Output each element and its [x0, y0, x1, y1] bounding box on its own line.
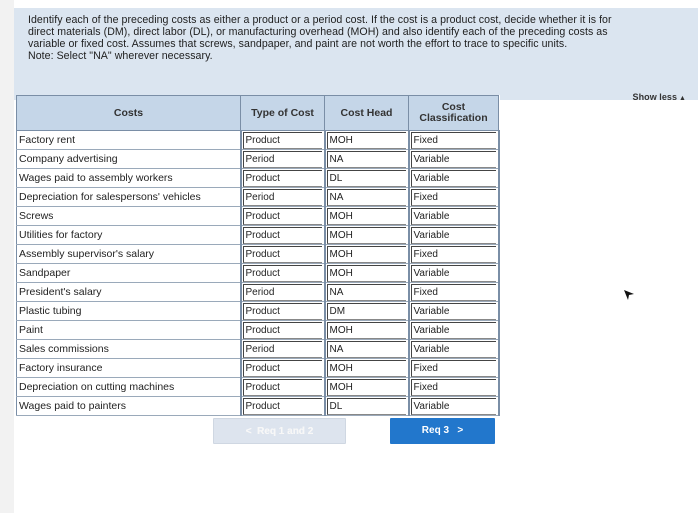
cost-head-input-cell [325, 188, 409, 207]
cost-label: Sandpaper [17, 264, 241, 283]
cost-label: Screws [17, 207, 241, 226]
type-of-cost-input-cell [241, 340, 325, 359]
type-of-cost-input-cell [241, 397, 325, 416]
cost-head-input[interactable]: MOH [327, 379, 406, 396]
cost-head-input-cell [325, 150, 409, 169]
table-row [17, 169, 499, 188]
cost-label: Depreciation for salespersons' vehicles [17, 188, 241, 207]
cost-label: Assembly supervisor's salary [17, 245, 241, 264]
cost-classification-input-cell [409, 207, 499, 226]
cost-classification-input-cell [409, 359, 499, 378]
table-row [17, 397, 499, 416]
cost-label: Wages paid to painters [17, 397, 241, 416]
cost-label: President's salary [17, 283, 241, 302]
cost-classification-input[interactable]: Variable [411, 170, 496, 187]
cost-head-input[interactable]: MOH [327, 227, 406, 244]
instruction-note: Note: Select "NA" wherever necessary. [28, 50, 213, 62]
cost-head-input-cell [325, 321, 409, 340]
type-of-cost-input-cell [241, 321, 325, 340]
cost-classification-input[interactable]: Variable [411, 341, 496, 358]
caret-up-icon: ▲ [679, 95, 686, 102]
cost-head-input[interactable]: MOH [327, 360, 406, 377]
table-row [17, 245, 499, 264]
cost-classification-input[interactable]: Fixed [411, 360, 496, 377]
type-of-cost-input[interactable]: Product [243, 379, 322, 396]
cost-head-input-cell [325, 131, 409, 150]
cost-head-input-cell [325, 245, 409, 264]
type-of-cost-input[interactable]: Period [243, 151, 322, 168]
cost-classification-input-cell [409, 302, 499, 321]
type-of-cost-input-cell [241, 264, 325, 283]
cost-classification-input-cell [409, 226, 499, 245]
cost-classification-input[interactable]: Fixed [411, 284, 496, 301]
table-row [17, 131, 499, 150]
table-row [17, 207, 499, 226]
type-of-cost-input-cell [241, 245, 325, 264]
cost-classification-table [16, 95, 500, 416]
cost-head-input[interactable]: MOH [327, 246, 406, 263]
cost-label: Depreciation on cutting machines [17, 378, 241, 397]
cost-head-input-cell [325, 340, 409, 359]
cost-head-input[interactable]: NA [327, 341, 406, 358]
cost-classification-input[interactable]: Variable [411, 398, 496, 415]
cost-classification-input-cell [409, 245, 499, 264]
cost-classification-input[interactable]: Variable [411, 322, 496, 339]
cost-label: Factory insurance [17, 359, 241, 378]
chevron-left-icon: < [245, 426, 252, 437]
type-of-cost-input-cell [241, 378, 325, 397]
prev-req-button[interactable] [213, 418, 346, 444]
type-of-cost-input[interactable]: Period [243, 284, 322, 301]
cost-head-input-cell [325, 378, 409, 397]
cost-head-input-cell [325, 283, 409, 302]
cost-head-input-cell [325, 226, 409, 245]
cost-classification-input-cell [409, 264, 499, 283]
header-type-of-cost: Type of Cost [241, 96, 325, 131]
cost-classification-input-cell [409, 169, 499, 188]
table-row [17, 321, 499, 340]
type-of-cost-input-cell [241, 302, 325, 321]
instructions-box [14, 8, 698, 100]
instruction-line-1: Identify each of the preceding costs as either a product or a period cost. If the cost is a product cost, decide whether it is for [28, 14, 612, 26]
instruction-line-3: variable or fixed cost. Assumes that screws, sandpaper, and paint are not worth the effort to trace to specific units. [28, 38, 568, 50]
chevron-right-icon: > [457, 425, 464, 436]
cost-label: Wages paid to assembly workers [17, 169, 241, 188]
type-of-cost-input-cell [241, 150, 325, 169]
cost-head-input[interactable]: NA [327, 189, 406, 206]
cost-classification-input-cell [409, 131, 499, 150]
cost-label: Factory rent [17, 131, 241, 150]
type-of-cost-input-cell [241, 188, 325, 207]
cost-label: Company advertising [17, 150, 241, 169]
type-of-cost-input-cell [241, 283, 325, 302]
cost-classification-input[interactable]: Variable [411, 303, 496, 320]
type-of-cost-input[interactable]: Period [243, 341, 322, 358]
cost-head-input-cell [325, 264, 409, 283]
instruction-line-2: direct materials (DM), direct labor (DL), or manufacturing overhead (MOH) and also identify each of the preceding costs as [28, 26, 608, 38]
type-of-cost-input[interactable]: Product [243, 398, 322, 415]
cost-head-input[interactable]: NA [327, 151, 406, 168]
cost-head-input-cell [325, 397, 409, 416]
show-less-label: Show less [632, 92, 678, 102]
type-of-cost-input[interactable]: Product [243, 265, 322, 282]
cost-classification-input[interactable]: Variable [411, 227, 496, 244]
table-row [17, 359, 499, 378]
prev-req-label: Req 1 and 2 [257, 426, 314, 437]
cost-classification-input-cell [409, 188, 499, 207]
type-of-cost-input[interactable]: Period [243, 189, 322, 206]
table-row [17, 340, 499, 359]
cost-classification-input[interactable]: Fixed [411, 189, 496, 206]
cost-classification-input-cell [409, 340, 499, 359]
cost-classification-input[interactable]: Variable [411, 208, 496, 225]
type-of-cost-input[interactable]: Product [243, 208, 322, 225]
type-of-cost-input[interactable]: Product [243, 246, 322, 263]
cost-classification-input-cell [409, 378, 499, 397]
cost-head-input-cell [325, 302, 409, 321]
table-row [17, 302, 499, 321]
next-req-label: Req 3 [421, 425, 450, 436]
type-of-cost-input[interactable]: Product [243, 303, 322, 320]
cost-head-input[interactable]: NA [327, 284, 406, 301]
type-of-cost-input[interactable]: Product [243, 360, 322, 377]
table-row [17, 188, 499, 207]
cost-classification-input-cell [409, 321, 499, 340]
header-cost-classification: Cost Classification [409, 96, 499, 131]
next-req-button[interactable] [390, 418, 495, 444]
table-header-row [17, 96, 499, 131]
type-of-cost-input[interactable]: Product [243, 227, 322, 244]
cost-head-input[interactable]: DL [327, 170, 406, 187]
cost-head-input[interactable]: DM [327, 303, 406, 320]
table-row [17, 150, 499, 169]
type-of-cost-input[interactable]: Product [243, 132, 322, 149]
cost-head-input[interactable]: MOH [327, 265, 406, 282]
cost-classification-input-cell [409, 397, 499, 416]
type-of-cost-input-cell [241, 226, 325, 245]
cost-head-input[interactable]: MOH [327, 208, 406, 225]
cost-classification-input[interactable]: Variable [411, 151, 496, 168]
cost-head-input-cell [325, 207, 409, 226]
type-of-cost-input[interactable]: Product [243, 170, 322, 187]
cost-head-input-cell [325, 359, 409, 378]
cost-classification-input[interactable]: Variable [411, 265, 496, 282]
mouse-cursor-icon [623, 289, 635, 301]
cost-classification-input[interactable]: Fixed [411, 246, 496, 263]
type-of-cost-input-cell [241, 131, 325, 150]
cost-classification-input-cell [409, 150, 499, 169]
cost-head-input-cell [325, 169, 409, 188]
cost-classification-input[interactable]: Fixed [411, 379, 496, 396]
header-costs: Costs [17, 96, 241, 131]
header-cost-head: Cost Head [325, 96, 409, 131]
cost-classification-input-cell [409, 283, 499, 302]
cost-label: Sales commissions [17, 340, 241, 359]
table-row [17, 264, 499, 283]
type-of-cost-input-cell [241, 207, 325, 226]
cost-classification-input[interactable]: Fixed [411, 132, 496, 149]
cost-label: Utilities for factory [17, 226, 241, 245]
type-of-cost-input[interactable]: Product [243, 322, 322, 339]
table-row [17, 226, 499, 245]
cost-head-input[interactable]: DL [327, 398, 406, 415]
cost-label: Plastic tubing [17, 302, 241, 321]
cost-head-input[interactable]: MOH [327, 322, 406, 339]
table-row [17, 283, 499, 302]
type-of-cost-input-cell [241, 359, 325, 378]
cost-head-input[interactable]: MOH [327, 132, 406, 149]
type-of-cost-input-cell [241, 169, 325, 188]
cost-label: Paint [17, 321, 241, 340]
table-row [17, 378, 499, 397]
show-less-toggle[interactable] [633, 91, 686, 105]
